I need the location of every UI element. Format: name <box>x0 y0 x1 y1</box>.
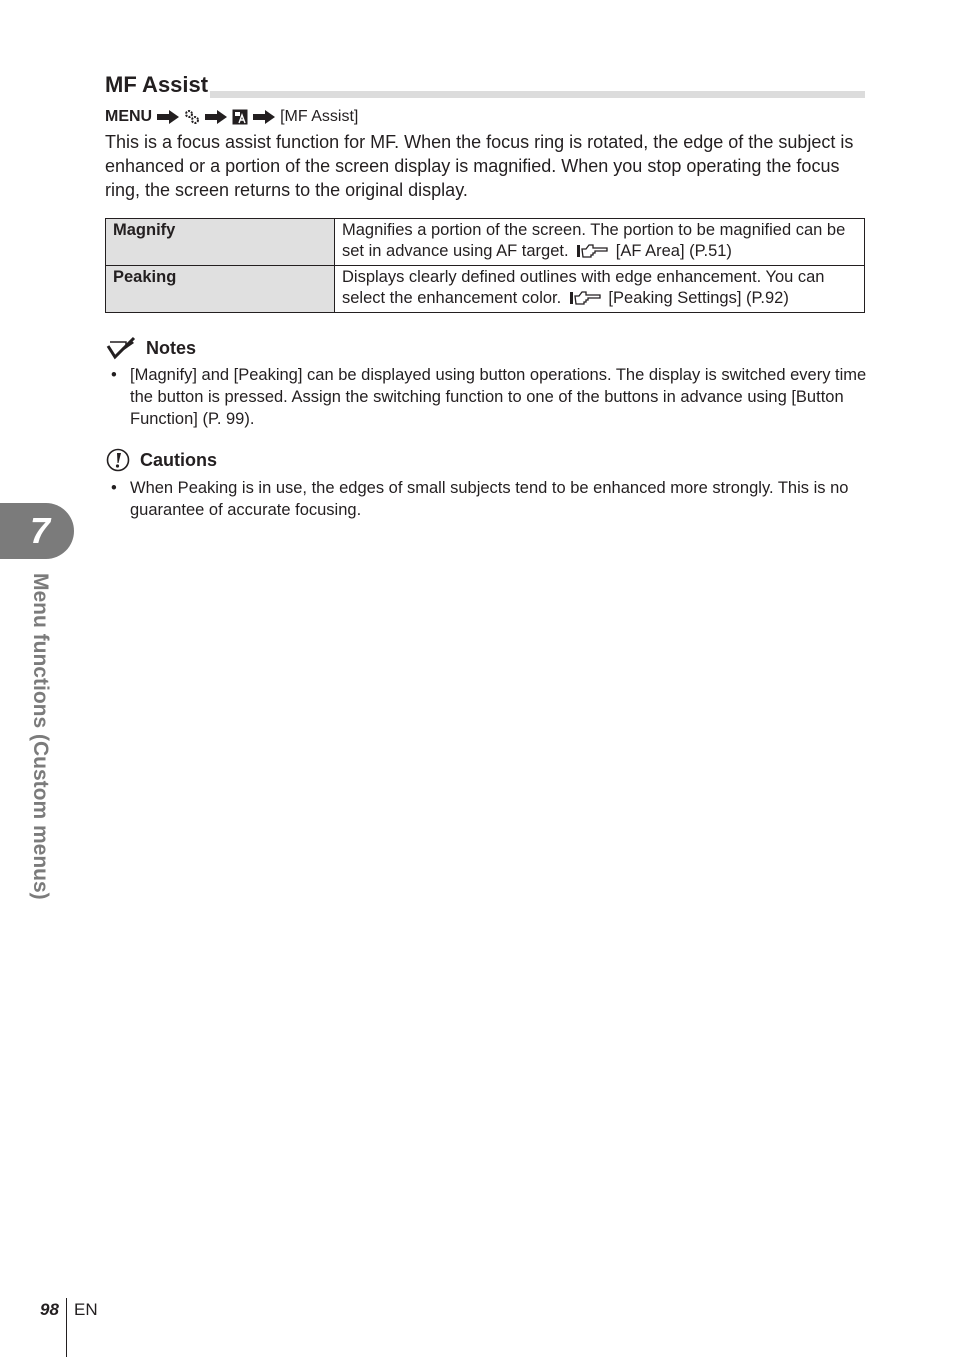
options-table <box>105 218 865 313</box>
option-reference: [AF Area] (P.51) <box>615 242 732 260</box>
option-description <box>335 219 865 266</box>
cautions-list <box>111 477 871 521</box>
arrow-right-icon <box>253 110 275 124</box>
option-name: Peaking <box>106 266 335 313</box>
arrow-right-icon <box>157 110 179 124</box>
menu-path <box>105 107 358 127</box>
cautions-heading <box>106 446 217 474</box>
notes-heading <box>106 334 196 362</box>
footer-divider <box>66 1298 67 1357</box>
pencil-check-icon <box>106 336 136 360</box>
list-item <box>111 364 871 430</box>
language-code: EN <box>74 1300 98 1319</box>
table-row <box>106 266 865 313</box>
arrow-right-icon <box>205 110 227 124</box>
chapter-side-label <box>25 573 55 943</box>
notes-heading-text: Notes <box>146 337 197 358</box>
cautions-heading-text: Cautions <box>140 449 218 470</box>
list-item-text: [Magnify] and [Peaking] can be displayed using button operations. The display is switched every time the button is pressed. Assign the switching function to one of the buttons in advance using [Button Function] (P. 99). <box>130 366 867 428</box>
af-mf-menu-icon <box>232 109 248 125</box>
chapter-number: 7 <box>30 510 51 551</box>
menu-path-menu-label: MENU <box>105 108 153 125</box>
exclamation-circle-icon <box>106 448 130 472</box>
option-description <box>335 266 865 313</box>
bullet: • <box>111 479 117 497</box>
bullet: • <box>111 366 117 384</box>
list-item <box>111 477 871 521</box>
menu-path-target: [MF Assist] <box>280 108 359 125</box>
notes-list <box>111 364 871 430</box>
option-description-text: Displays clearly defined outlines with edge enhancement. You can select the enhancement color. <box>342 268 825 307</box>
table-row <box>106 219 865 266</box>
heading-rule <box>105 91 865 98</box>
section-title: MF Assist <box>105 72 209 97</box>
page-number: 98 <box>40 1300 59 1319</box>
reference-hand-icon <box>570 290 602 305</box>
reference-hand-icon <box>577 243 609 258</box>
option-description-text: Magnifies a portion of the screen. The portion to be magnified can be set in advance using AF target. <box>342 221 846 260</box>
option-name: Magnify <box>106 219 335 266</box>
intro-paragraph: This is a focus assist function for MF. When the focus ring is rotated, the edge of the subject is enhanced or a portion of the screen display is magnified. When you stop operating the focus ring, the screen returns to the original display. <box>105 132 854 200</box>
custom-menu-gear-icon <box>184 109 200 125</box>
chapter-side-label-text: Menu functions (Custom menus) <box>29 573 52 900</box>
list-item-text: When Peaking is in use, the edges of small subjects tend to be enhanced more strongly. This is no guarantee of accurate focusing. <box>130 479 849 519</box>
option-reference: [Peaking Settings] (P.92) <box>608 289 789 307</box>
